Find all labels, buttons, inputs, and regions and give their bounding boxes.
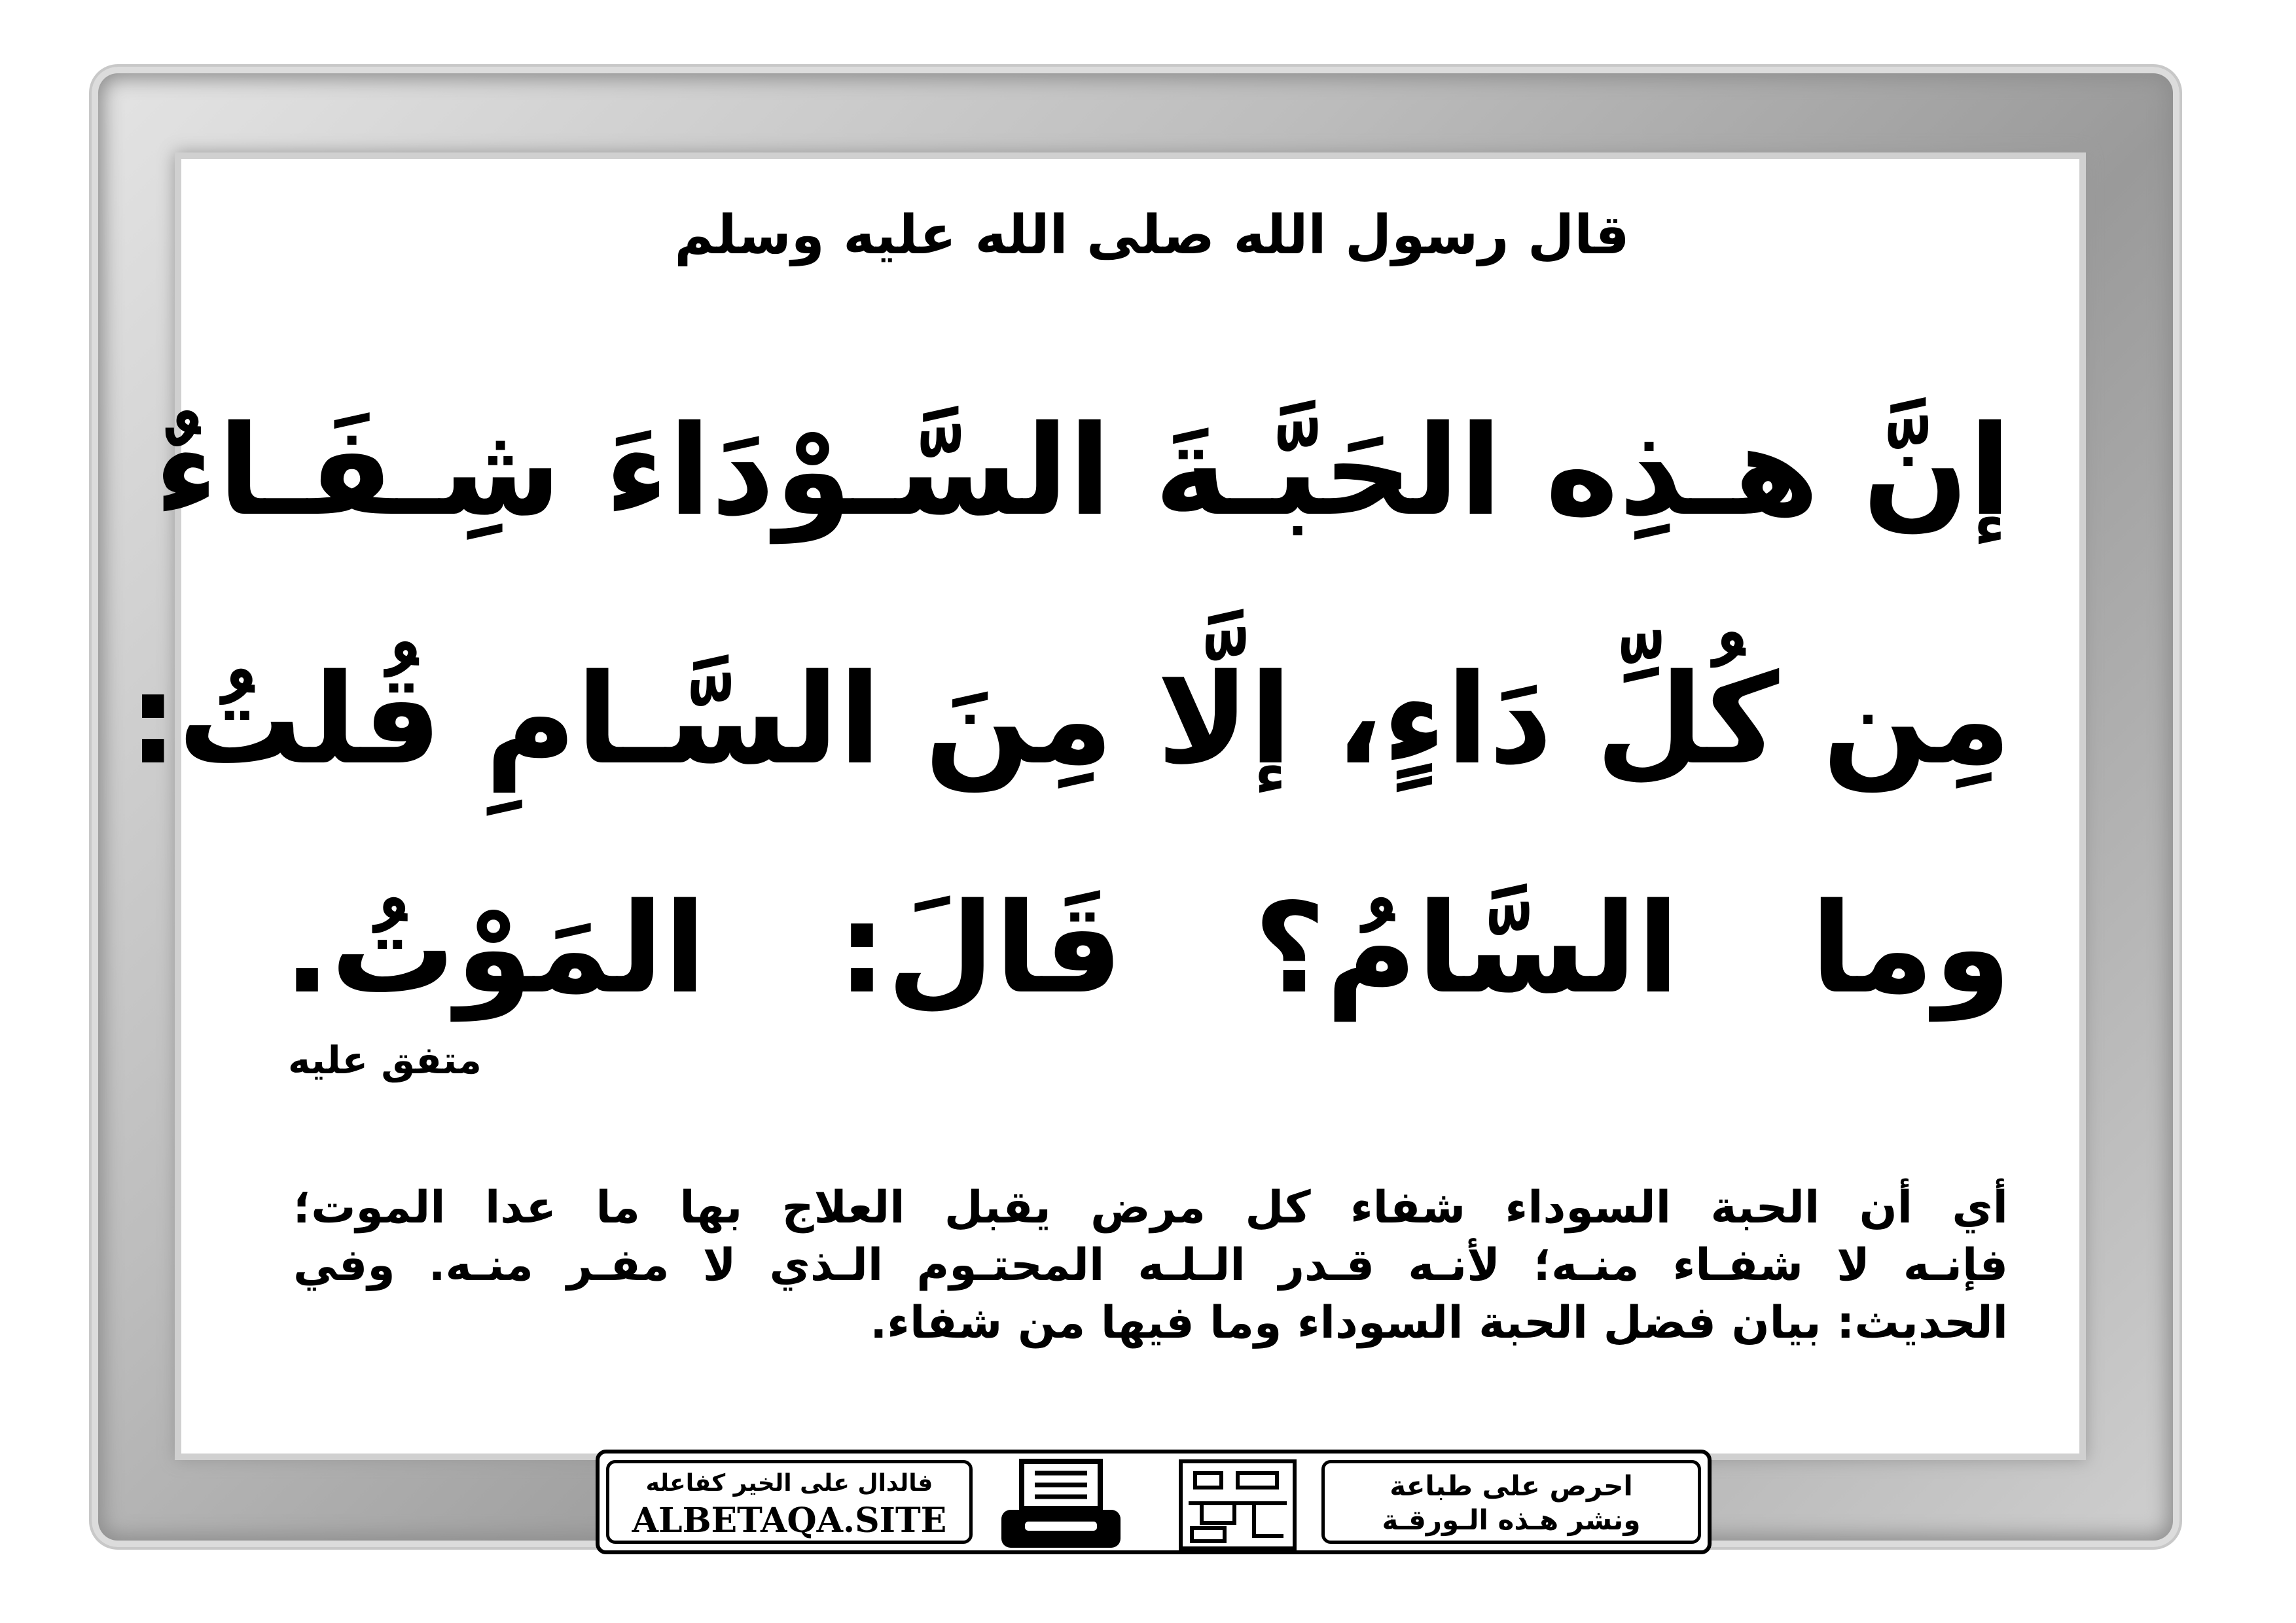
print-reminder-line-1: احرص على طباعة	[1390, 1470, 1633, 1502]
hadith-line-2: مِن كُلِّ دَاءٍ، إلَّا مِنَ السَّـامِ قُلتُ:	[128, 647, 2011, 792]
header-title: قال رسول الله صلى الله عليه وسلم	[674, 204, 1630, 266]
explanation-line-3: الحديث: بيان فضل الحبة السوداء وما فيها من شفاء.	[870, 1297, 2008, 1349]
explanation-line-1: أي أن الحبة السوداء شفاء كل مرض يقبل العلاج بها ما عدا الموت؛	[293, 1182, 2008, 1234]
footer-bar	[596, 1450, 1712, 1554]
printer-icon	[999, 1459, 1123, 1550]
print-reminder-box	[1321, 1460, 1701, 1544]
hadith-attribution: متفق عليه	[288, 1038, 482, 1082]
hadith-line-3: وما السَّامُ؟ قَالَ: المَوْتُ.	[283, 876, 2011, 1021]
hadith-line-1: إنَّ هـذِه الحَبَّـةَ السَّـوْدَاءَ شِـفَـاءٌ	[154, 399, 2011, 543]
site-url-link[interactable]: ALBETAQA.SITE	[632, 1501, 947, 1541]
site-box	[606, 1460, 973, 1544]
explanation-line-2: فإنـه لا شفـاء منـه؛ لأنـه قـدر الـلـه المحتـوم الـذي لا مفـر منـه. وفي	[293, 1240, 2008, 1291]
print-reminder-line-2: ونشر هـذه الـورقـة	[1382, 1504, 1641, 1536]
dawaiya-logo	[1175, 1457, 1300, 1552]
site-slogan: فالدال على الخير كفاعله	[645, 1470, 933, 1497]
